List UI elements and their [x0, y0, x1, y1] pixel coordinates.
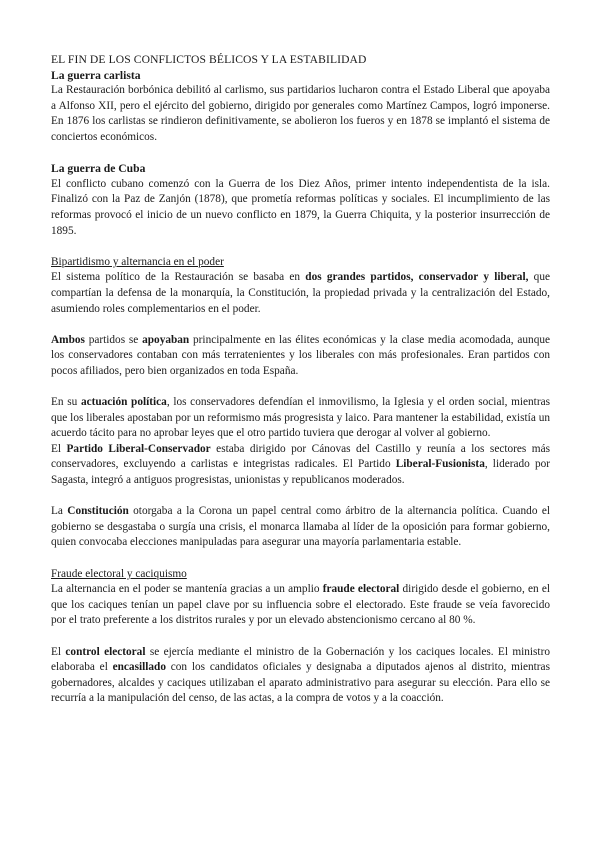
- spacer: [51, 489, 550, 505]
- paragraph-bipartidismo-4: El Partido Liberal-Conservador estaba dirigido por Cánovas del Castillo y reunía a los sectores más conservadores, excluyendo a carlistas e integristas radicales. El Partido Liberal-Fusionista, liderado por Sagasta, integró a antiguos progresistas, unionistas y republicanos moderados.: [51, 442, 550, 487]
- spacer: [51, 551, 550, 567]
- spacer: [51, 146, 550, 162]
- heading-bipartidismo: Bipartidismo y alternancia en el poder: [51, 255, 224, 268]
- spacer: [51, 379, 550, 395]
- heading-guerra-carlista: La guerra carlista: [51, 68, 141, 82]
- paragraph-fraude-1: La alternancia en el poder se mantenía gracias a un amplio fraude electoral dirigido desde el gobierno, en el que los caciques tenían un papel clave por su influencia sobre el electorado. Este fraude se veía favorecido por el trato preferente a los distritos rurales y por un elevado abstencionismo cercano al 80 %.: [51, 583, 550, 627]
- paragraph-carlista: La Restauración borbónica debilitó al carlismo, sus partidarios lucharon contra el Estado Liberal que apoyaba a Alfonso XII, pero el ejército del gobierno, dirigido por generales como Martínez Campos, logró imponerse. En 1876 los carlistas se rindieron definitivamente, se abolieron los fueros y en 1878 se implantó el sistema de conciertos económicos.: [51, 84, 550, 143]
- paragraph-bipartidismo-1: El sistema político de la Restauración se basaba en dos grandes partidos, conservador y liberal, que compartían la defensa de la monarquía, la Constitución, la propiedad privada y la centralización del Estado, asumiendo roles complementarios en el poder.: [51, 271, 550, 315]
- heading-guerra-cuba: La guerra de Cuba: [51, 162, 146, 176]
- spacer: [51, 317, 550, 333]
- document-title: EL FIN DE LOS CONFLICTOS BÉLICOS Y LA ESTABILIDAD: [51, 53, 367, 66]
- spacer: [51, 239, 550, 255]
- paragraph-fraude-2: El control electoral se ejercía mediante el ministro de la Gobernación y los caciques locales. El ministro elaboraba el encasillado con los candidatos oficiales y designaba a diputados ajenos al distrito, mientras gobernadores, alcaldes y caciques utilizaban el aparato administrativo para asegurar su elección. Para ello se recurría a la manipulación del censo, de las actas, a la compra de votos y a la coacción.: [51, 645, 550, 705]
- paragraph-cuba: El conflicto cubano comenzó con la Guerra de los Diez Años, primer intento independentista de la isla. Finalizó con la Paz de Zanjón (1878), que prometía reformas políticas y sociales. El incumplimiento de las reformas provocó el inicio de un nuevo conflicto en 1879, la Guerra Chiquita, y la posterior insurrección de 1895.: [51, 177, 550, 237]
- paragraph-bipartidismo-5: La Constitución otorgaba a la Corona un papel central como árbitro de la alternancia política. Cuando el gobierno se desgastaba o surgía una crisis, el monarca llamaba al líder de la oposición para formar gobierno, quien convocaba elecciones manipuladas para asegurar una mayoría parlamentaria estable.: [51, 505, 550, 549]
- spacer: [51, 629, 550, 645]
- heading-fraude-electoral: Fraude electoral y caciquismo: [51, 567, 187, 580]
- paragraph-bipartidismo-2: Ambos partidos se apoyaban principalmente en las élites económicas y la clase media acomodada, aunque los conservadores contaban con más terratenientes y los liberales con más profesionales. Eran partidos con pocos afiliados, pero bien organizados en toda España.: [51, 333, 551, 377]
- paragraph-bipartidismo-3: En su actuación política, los conservadores defendían el inmovilismo, la Iglesia y el orden social, mientras que los liberales apostaban por un reformismo más progresista y laico. Para mantener la estabilidad, existía un acuerdo tácito para no aprobar leyes que el otro partido tuviera que derogar al volver al gobierno.: [51, 396, 550, 440]
